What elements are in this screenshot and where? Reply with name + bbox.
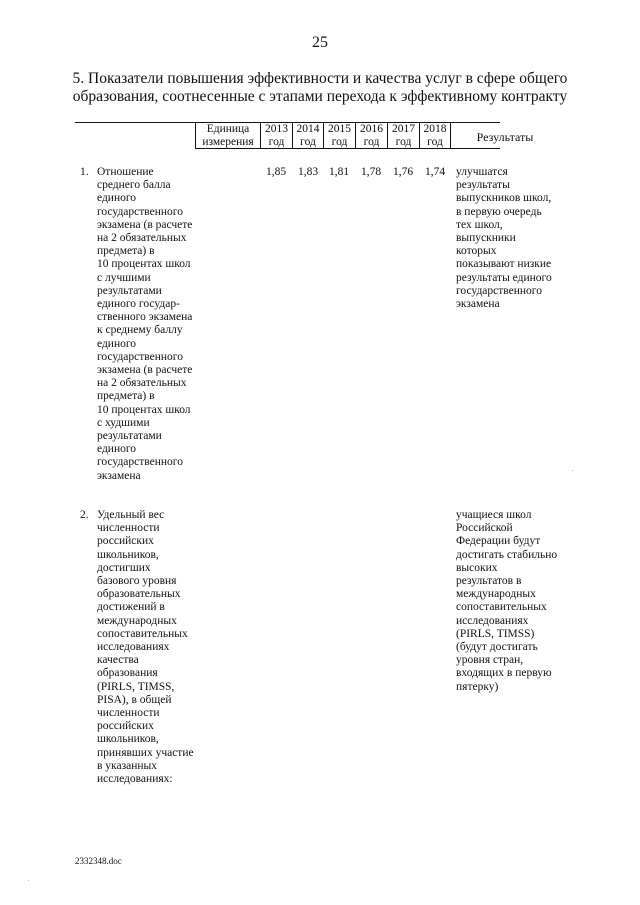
scan-speck: [572, 470, 573, 471]
year-header-2016: 2016 год: [355, 123, 387, 149]
unit-header: Единица измерения: [195, 123, 260, 149]
section-title: 5. Показатели повышения эффективности и качества услуг в сфере общего образования, соотнесенные с этапами перехода к эффективному контракту: [72, 70, 568, 105]
row-1-result: улучшатся результаты выпускников школ, в первую очередь тех школ, выпускники которых показывают низкие результаты единого государственного экзамена: [456, 166, 552, 311]
year-header-2013: 2013 год: [260, 123, 292, 149]
row-1-indicator: Отношение среднего балла единого государственного экзамена (в расчете на 2 обязательных предмета) в 10 процентах школ с лучшими результатами единого государ- ственного экзамена к среднему баллу единого государственного экзамена (в расчете на 2 обязательных предмета) в 10 процентах школ с худшими результатами единого государственного экзамена: [97, 166, 193, 482]
row-1-value-2017: 1,76: [392, 166, 414, 178]
row-1-value-2014: 1,83: [297, 166, 319, 178]
row-1-value-2013: 1,85: [265, 166, 287, 178]
year-header-2015: 2015 год: [323, 123, 355, 149]
row-1-value-2016: 1,78: [360, 166, 382, 178]
year-header-2014: 2014 год: [292, 123, 323, 149]
scan-speck: [28, 880, 29, 881]
year-header-2018: 2018 год: [419, 123, 451, 149]
footer-filename: 2332348.doc: [75, 856, 122, 866]
row-2-indicator: Удельный вес численности российских школьников, достигших базового уровня образовательных достижений в международных сопоставительных исследованиях качества образования (PIRLS, TIMSS, PISA), в общей численности российских школьников, принявших участие в указанных исследованиях:: [97, 509, 194, 786]
row-1-number: 1.: [80, 166, 89, 178]
page-number: 25: [312, 34, 328, 51]
row-2-result: учащиеся школ Российской Федерации будут достигать стабильно высоких результатов в международных сопоставительных исследованиях (PIRLS, TIMSS) (будут достигать уровня стран, входящих в первую пятерку): [456, 509, 558, 693]
row-1-value-2015: 1,81: [328, 166, 350, 178]
row-1-value-2018: 1,74: [424, 166, 446, 178]
row-2-number: 2.: [80, 509, 89, 521]
year-header-2017: 2017 год: [387, 123, 419, 149]
results-header: Результаты: [476, 130, 534, 144]
